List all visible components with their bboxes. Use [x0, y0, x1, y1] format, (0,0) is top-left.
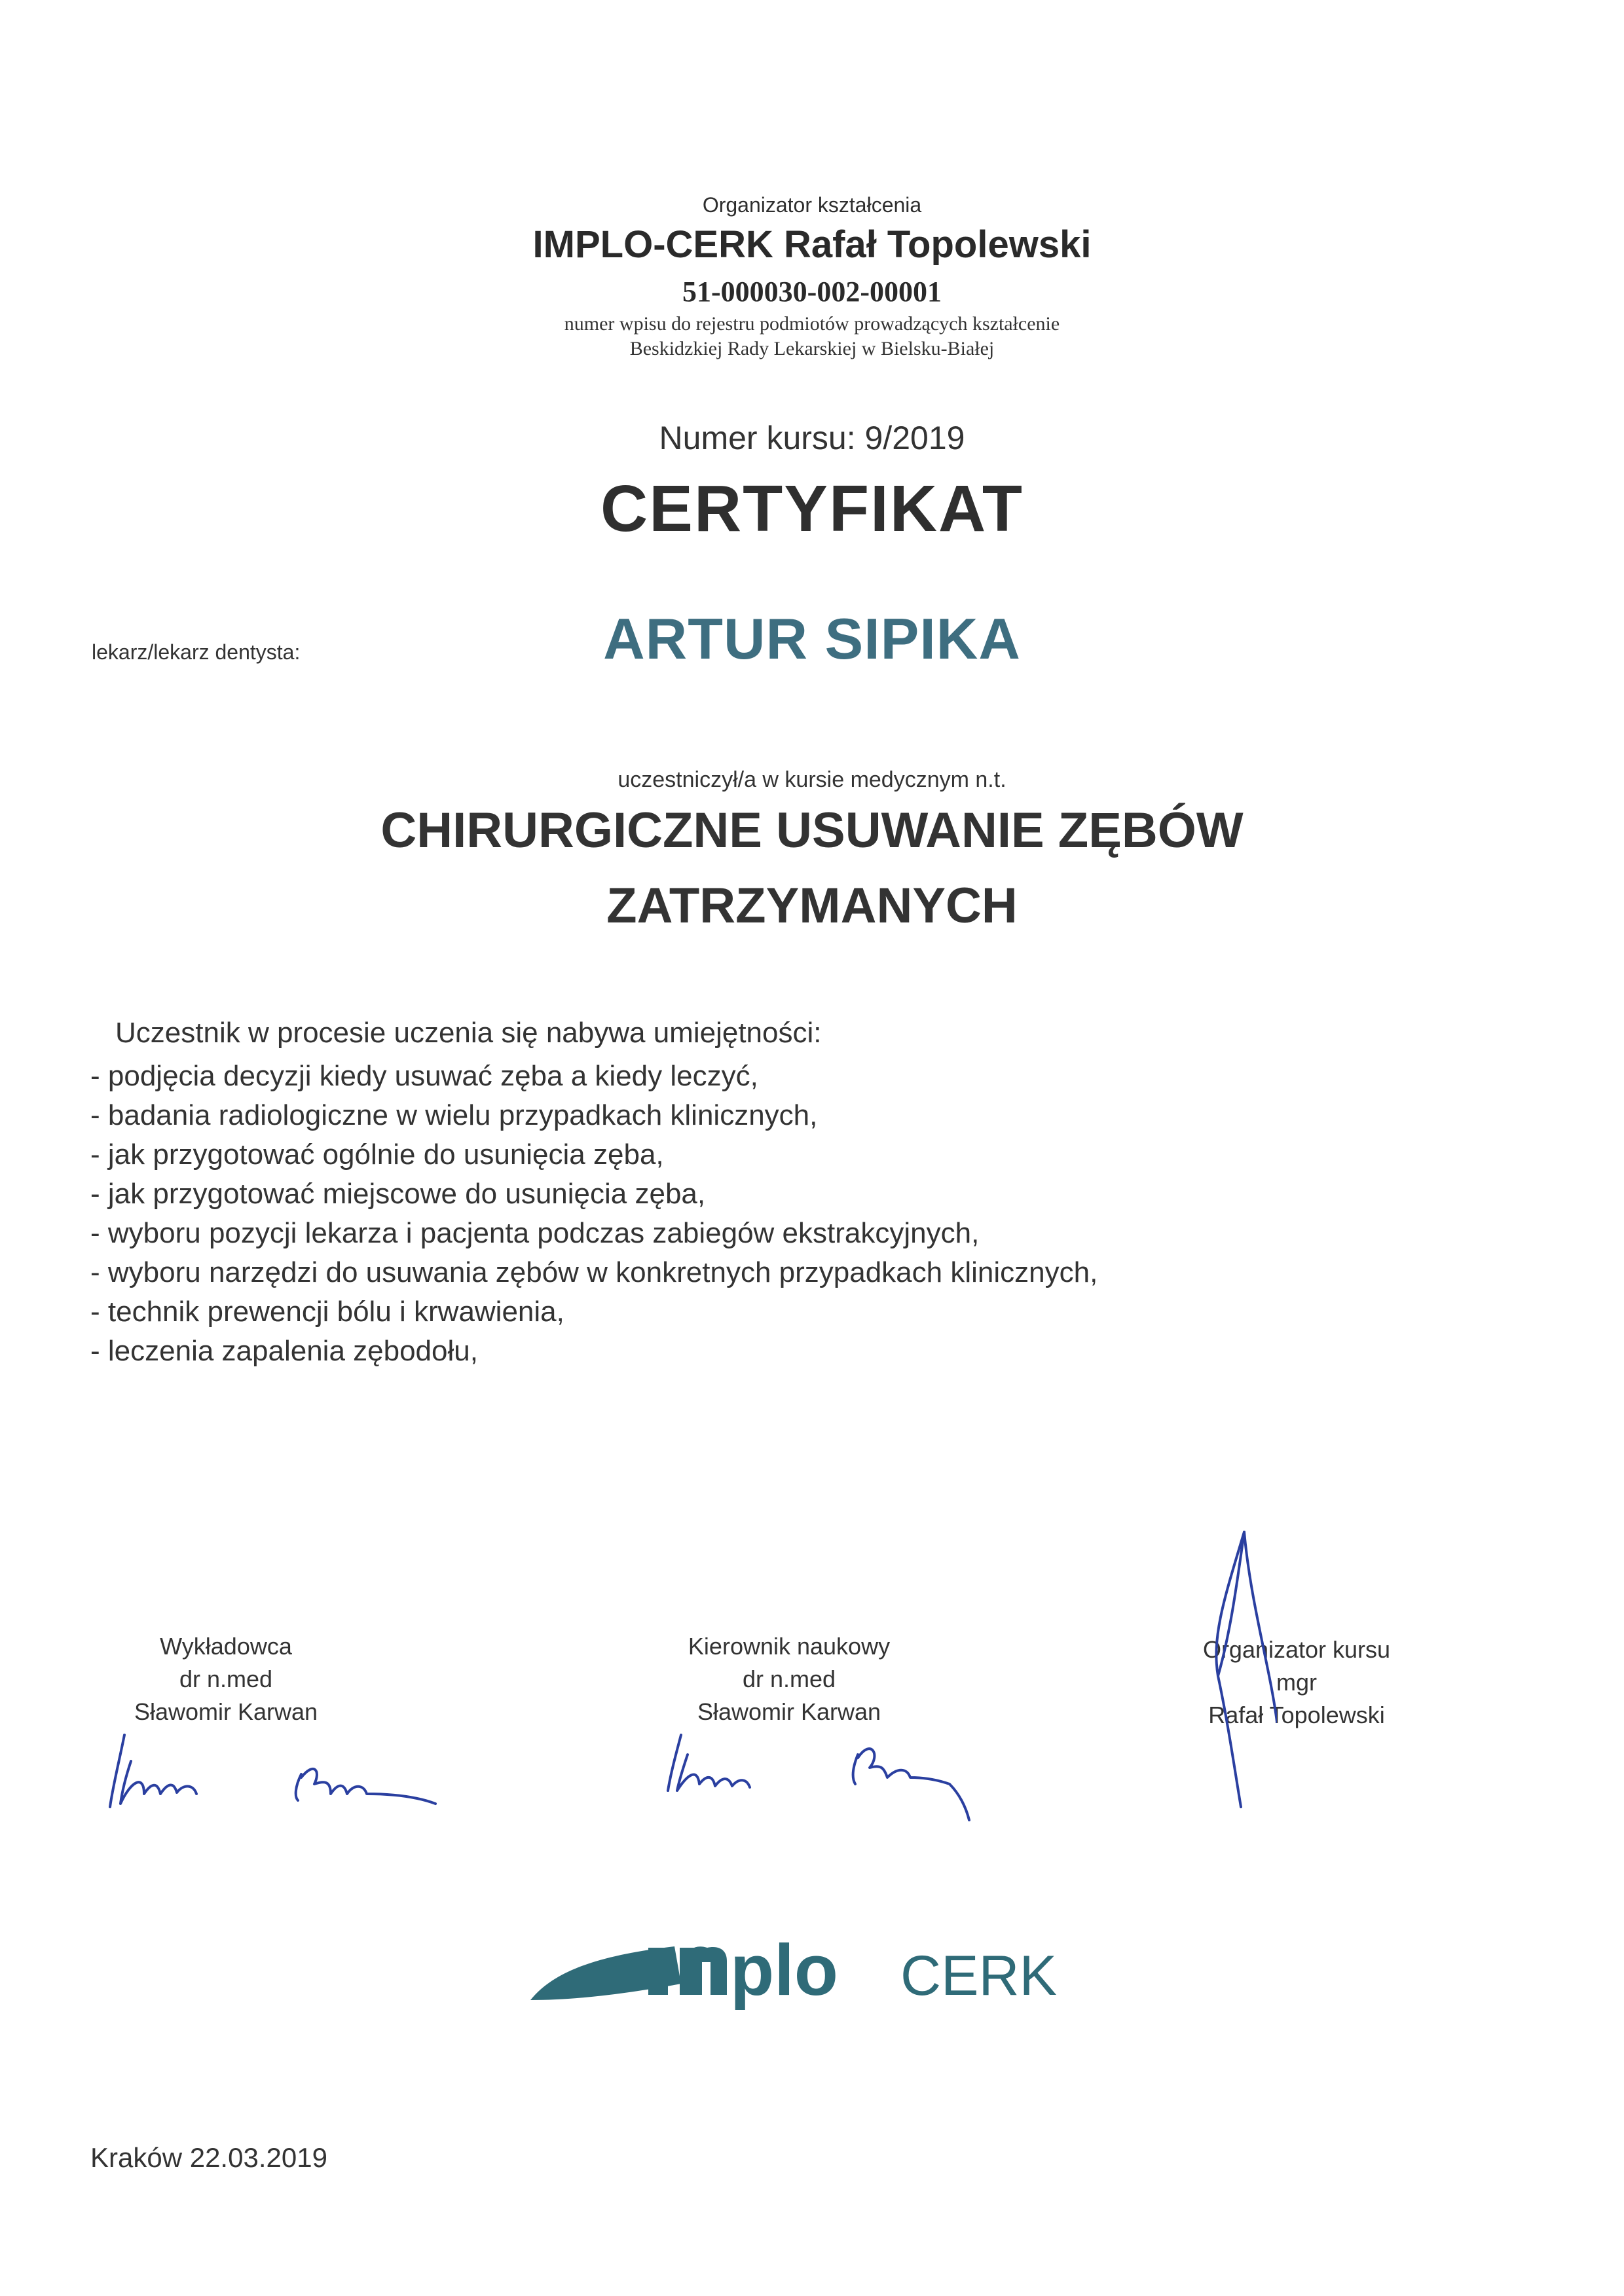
skill-item: - podjęcia decyzji kiedy usuwać zęba a kiedy leczyć,	[90, 1060, 758, 1092]
skills-list	[90, 1057, 1335, 1371]
logo-text-light: CERK	[900, 1944, 1057, 2007]
registry-description: numer wpisu do rejestru podmiotów prowadzących kształcenie	[564, 313, 1060, 335]
signature-block-lecturer	[56, 1630, 396, 1728]
logo-m-shape	[680, 1946, 727, 1995]
skill-item: - jak przygotować miejscowe do usunięcia zęba,	[90, 1178, 706, 1210]
signer-role: Organizator kursu	[1202, 1636, 1391, 1663]
signer-role: Wykładowca	[160, 1633, 292, 1660]
skills-intro: Uczestnik w procesie uczenia się nabywa umiejętności:	[115, 1017, 822, 1049]
skill-item: - badania radiologiczne w wielu przypadkach klinicznych,	[90, 1099, 818, 1131]
handwritten-signature-lecturer	[105, 1722, 445, 1827]
signer-degree: dr n.med	[179, 1666, 273, 1692]
skill-item: - wyboru pozycji lekarza i pacjenta podczas zabiegów ekstrakcyjnych,	[90, 1217, 980, 1249]
organizer-name: IMPLO-CERK Rafał Topolewski	[532, 223, 1092, 266]
course-title-line-1: CHIRURGICZNE USUWANIE ZĘBÓW	[380, 803, 1244, 858]
certificate-title: CERTYFIKAT	[600, 472, 1024, 545]
signer-role: Kierownik naukowy	[688, 1633, 891, 1660]
skill-item: - jak przygotować ogólnie do usunięcia zęba,	[90, 1139, 664, 1171]
logo-text-bold: plo	[730, 1930, 838, 2011]
skill-item: - wyboru narzędzi do usuwania zębów w konkretnych przypadkach klinicznych,	[90, 1256, 1098, 1288]
skills-section	[90, 1015, 1335, 1371]
signer-name: Sławomir Karwan	[697, 1698, 881, 1725]
signer-name: Rafał Topolewski	[1208, 1702, 1385, 1728]
participation-text: uczestniczył/a w kursie medycznym n.t.	[618, 767, 1006, 792]
registry-chamber: Beskidzkiej Rady Lekarskiej w Bielsku-Białej	[629, 338, 995, 359]
course-number: Numer kursu: 9/2019	[659, 420, 965, 456]
handwritten-signature-scientific-head	[661, 1728, 1002, 1827]
skill-item: - leczenia zapalenia zębodołu,	[90, 1335, 478, 1367]
place-and-date: Kraków 22.03.2019	[90, 2142, 327, 2173]
course-title-line-2: ZATRZYMANYCH	[606, 878, 1018, 934]
organizer-label: Organizator kształcenia	[702, 193, 922, 217]
handwritten-signature-organizer	[1172, 1525, 1277, 1813]
signature-block-scientific-head	[619, 1630, 959, 1728]
skill-item: - technik prewencji bólu i krwawienia,	[90, 1296, 564, 1328]
registry-number: 51-000030-002-00001	[682, 276, 942, 308]
logo-i-bar	[648, 1948, 668, 1995]
signer-degree: mgr	[1276, 1669, 1317, 1696]
signer-degree: dr n.med	[742, 1666, 836, 1692]
participant-name: ARTUR SIPIKA	[603, 606, 1021, 671]
implocerk-logo	[530, 1922, 1094, 2020]
profession-label: lekarz/lekarz dentysta:	[92, 640, 301, 664]
signer-name: Sławomir Karwan	[134, 1698, 318, 1725]
